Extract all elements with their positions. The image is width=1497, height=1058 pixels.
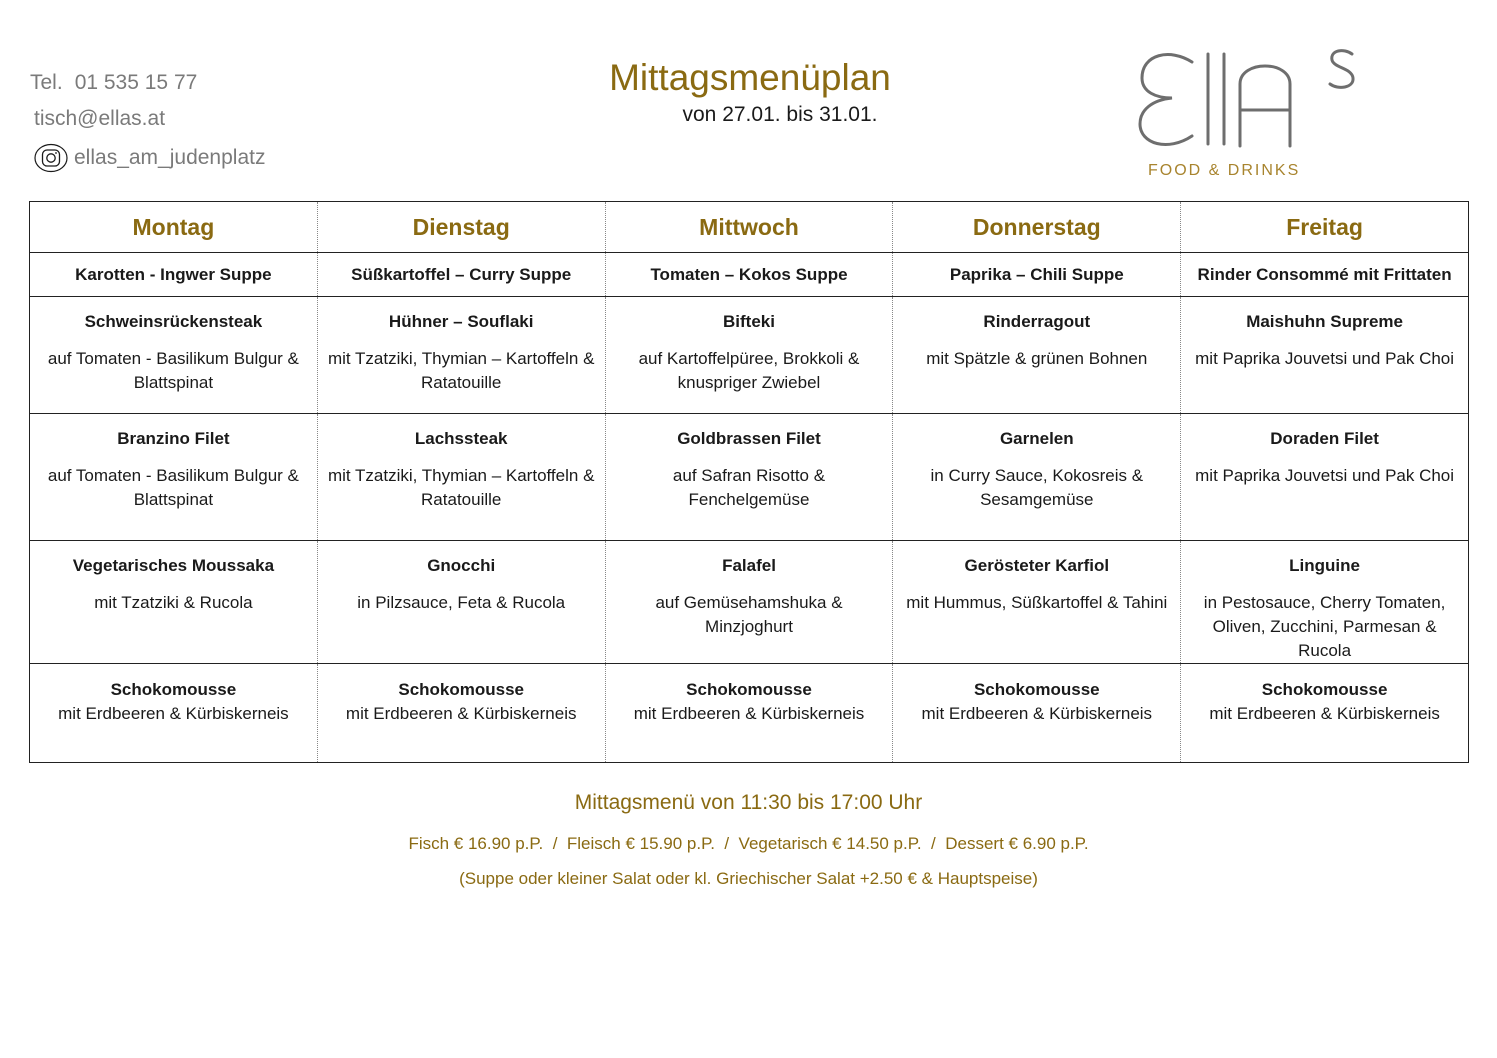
price-list: Fisch € 16.90 p.P. / Fleisch € 15.90 p.P. / Vegetarisch € 14.50 p.P. / Dessert € 6.90 p.P. xyxy=(408,834,1089,853)
dish-name: Branzino Filet xyxy=(117,429,230,448)
soup-cell: Süßkartoffel – Curry Suppe xyxy=(317,253,605,297)
meat-dish-row xyxy=(30,297,1469,414)
dish-description: in Pestosauce, Cherry Tomaten, Oliven, Zucchini, Parmesan & Rucola xyxy=(1203,593,1446,660)
dish-description: mit Paprika Jouvetsi und Pak Choi xyxy=(1195,349,1455,368)
dish-name: Doraden Filet xyxy=(1270,429,1379,448)
day-header: Donnerstag xyxy=(893,202,1181,253)
dish-cell xyxy=(605,414,893,541)
dessert-description: mit Erdbeeren & Kürbiskerneis xyxy=(58,704,289,723)
dish-name: Falafel xyxy=(722,556,776,575)
dessert-cell xyxy=(317,664,605,763)
email-line xyxy=(30,104,265,140)
dish-name: Gerösteter Karfiol xyxy=(964,556,1110,575)
phone-number[interactable]: 01 535 15 77 xyxy=(74,71,198,94)
soup-row xyxy=(30,253,1469,297)
dessert-description: mit Erdbeeren & Kürbiskerneis xyxy=(921,704,1153,723)
dish-description: auf Safran Risotto & Fenchelgemüse xyxy=(672,466,826,509)
day-header: Mittwoch xyxy=(605,202,893,253)
lunch-hours: Mittagsmenü von 11:30 bis 17:00 Uhr xyxy=(574,791,923,814)
dish-cell xyxy=(317,414,605,541)
dessert-name: Schokomousse xyxy=(398,680,525,699)
dish-description: mit Paprika Jouvetsi und Pak Choi xyxy=(1195,466,1455,485)
dish-cell xyxy=(317,297,605,414)
page-header xyxy=(500,56,1000,130)
dessert-description: mit Erdbeeren & Kürbiskerneis xyxy=(1209,704,1440,723)
dish-cell xyxy=(30,414,318,541)
dish-name: Schweinsrückensteak xyxy=(84,312,263,331)
page-title: Mittagsmenüplan xyxy=(609,57,891,98)
dish-cell xyxy=(30,297,318,414)
dish-description: mit Tzatziki, Thymian – Kartoffeln & Ratatouille xyxy=(327,466,595,509)
dish-cell xyxy=(893,541,1181,664)
dish-cell xyxy=(317,541,605,664)
dish-description: mit Tzatziki, Thymian – Kartoffeln & Ratatouille xyxy=(327,349,595,392)
logo-tagline: FOOD & DRINKS xyxy=(1148,162,1301,179)
dish-description: in Curry Sauce, Kokosreis & Sesamgemüse xyxy=(930,466,1144,509)
dish-description: in Pilzsauce, Feta & Rucola xyxy=(357,593,566,612)
dish-cell xyxy=(1181,541,1469,664)
dessert-description: mit Erdbeeren & Kürbiskerneis xyxy=(345,704,577,723)
dessert-name: Schokomousse xyxy=(110,680,237,699)
dish-name: Bifteki xyxy=(723,312,775,331)
dish-name: Gnocchi xyxy=(427,556,496,575)
dish-cell xyxy=(30,541,318,664)
fish-dish-row xyxy=(30,414,1469,541)
dish-description: auf Tomaten - Basilikum Bulgur & Blattspinat xyxy=(47,349,299,392)
dish-cell xyxy=(1181,297,1469,414)
contact-block xyxy=(30,68,265,176)
dessert-cell xyxy=(30,664,318,763)
soup-cell: Paprika – Chili Suppe xyxy=(893,253,1181,297)
dessert-name: Schokomousse xyxy=(1261,680,1388,699)
soup-cell: Tomaten – Kokos Suppe xyxy=(605,253,893,297)
dish-cell xyxy=(605,297,893,414)
dish-name: Garnelen xyxy=(999,429,1074,448)
dish-name: Vegetarisches Moussaka xyxy=(72,556,275,575)
day-header: Montag xyxy=(30,202,318,253)
dish-cell xyxy=(893,297,1181,414)
dish-name: Hühner – Souflaki xyxy=(388,312,534,331)
dish-name: Goldbrassen Filet xyxy=(677,429,821,448)
phone-label: Tel. xyxy=(30,71,63,94)
dessert-cell xyxy=(893,664,1181,763)
instagram-icon xyxy=(34,143,68,173)
dish-description: mit Hummus, Süßkartoffel & Tahini xyxy=(906,593,1168,612)
dish-description: mit Spätzle & grünen Bohnen xyxy=(926,349,1148,368)
day-header-row xyxy=(30,202,1469,253)
vegetarian-dish-row xyxy=(30,541,1469,664)
dish-name: Linguine xyxy=(1289,556,1360,575)
dish-name: Maishuhn Supreme xyxy=(1246,312,1403,331)
dish-description: auf Tomaten - Basilikum Bulgur & Blattspinat xyxy=(47,466,299,509)
phone-line xyxy=(30,68,265,104)
dish-cell xyxy=(1181,414,1469,541)
dessert-description: mit Erdbeeren & Kürbiskerneis xyxy=(633,704,865,723)
email-address[interactable]: tisch@ellas.at xyxy=(34,107,166,130)
soup-cell: Karotten - Ingwer Suppe xyxy=(30,253,318,297)
dish-name: Rinderragout xyxy=(983,312,1091,331)
dish-name: Lachssteak xyxy=(414,429,508,448)
dish-cell xyxy=(893,414,1181,541)
soup-cell: Rinder Consommé mit Frittaten xyxy=(1181,253,1469,297)
instagram-handle[interactable]: ellas_am_judenplatz xyxy=(74,146,266,169)
dessert-row xyxy=(30,664,1469,763)
dish-description: auf Gemüsehamshuka & Minzjoghurt xyxy=(655,593,843,636)
dish-description: auf Kartoffelpüree, Brokkoli & knuspriger Zwiebel xyxy=(638,349,860,392)
price-note: (Suppe oder kleiner Salat oder kl. Griechischer Salat +2.50 € & Hauptspeise) xyxy=(459,869,1038,888)
dessert-cell xyxy=(1181,664,1469,763)
dessert-name: Schokomousse xyxy=(973,680,1100,699)
date-range: von 27.01. bis 31.01. xyxy=(682,103,878,126)
dessert-cell xyxy=(605,664,893,763)
instagram-line xyxy=(30,140,265,176)
dish-description: mit Tzatziki & Rucola xyxy=(94,593,253,612)
menu-table xyxy=(29,201,1469,763)
day-header: Freitag xyxy=(1181,202,1469,253)
dessert-name: Schokomousse xyxy=(686,680,812,699)
dish-cell xyxy=(605,541,893,664)
day-header: Dienstag xyxy=(317,202,605,253)
